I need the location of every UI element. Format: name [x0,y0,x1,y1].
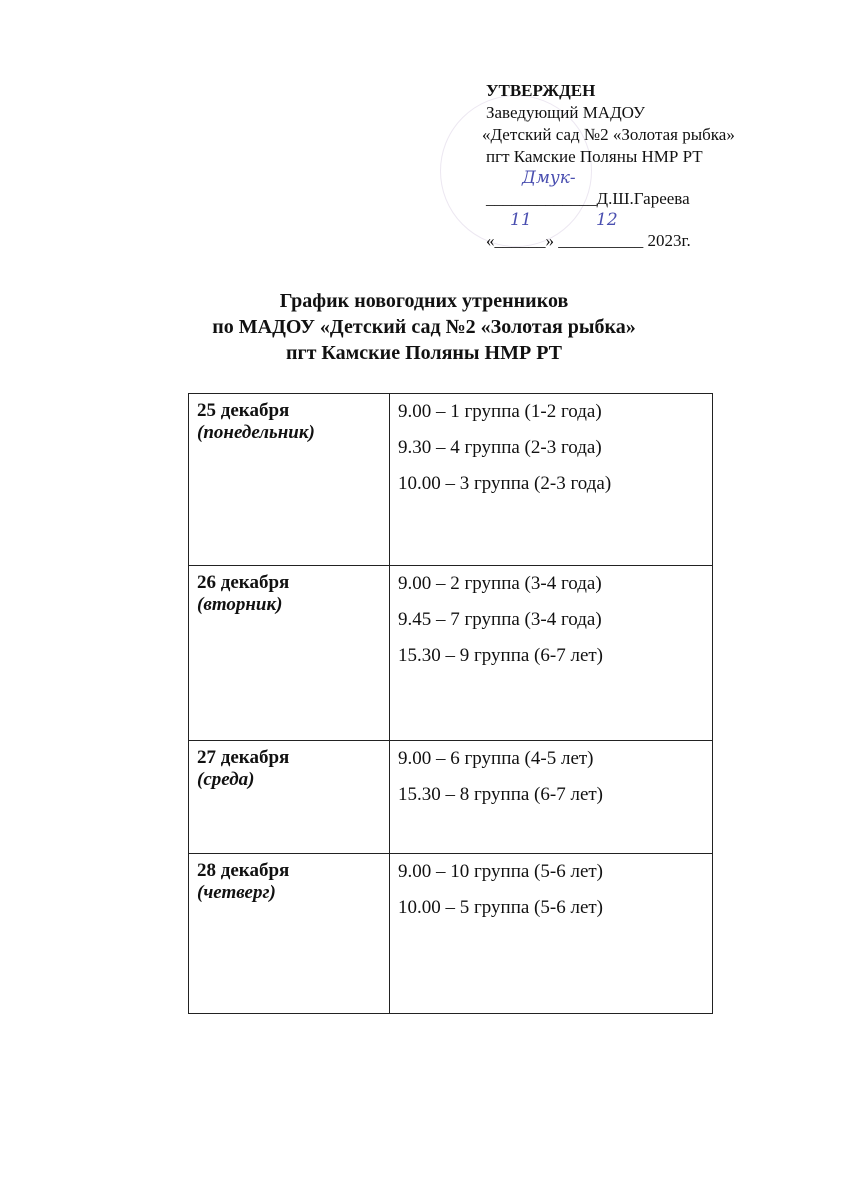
event: 9.00 – 2 группа (3-4 года) [398,573,602,594]
title-line: График новогодних утренников [279,290,569,312]
approval-line: пгт Камские Поляны НМР РТ [486,147,703,166]
event: 9.00 – 1 группа (1-2 года) [398,401,602,422]
event: 9.45 – 7 группа (3-4 года) [398,609,602,630]
date: 25 декабря [197,400,290,421]
schedule-table [188,393,713,1014]
event: 10.00 – 5 группа (5-6 лет) [398,897,604,918]
approval-line: Заведующий МАДОУ [486,103,646,122]
date: 27 декабря [197,747,290,768]
event: 9.00 – 10 группа (5-6 лет) [398,861,604,882]
handwritten-signature: Дмук- [522,168,576,188]
events-cell [390,394,713,566]
table-row [189,741,713,854]
table-row [189,394,713,566]
table-row [189,854,713,1014]
handwritten-date-row [486,210,735,230]
weekday: (понедельник) [197,422,315,443]
weekday: (среда) [197,769,255,790]
event: 9.30 – 4 группа (2-3 года) [398,437,602,458]
events-cell [390,854,713,1014]
event: 9.00 – 6 группа (4-5 лет) [398,748,594,769]
events-cell [390,741,713,854]
handwritten-day: 11 [510,210,532,230]
date: 26 декабря [197,572,290,593]
approval-title: УТВЕРЖДЕН [486,81,596,100]
event: 15.30 – 9 группа (6-7 лет) [398,645,604,666]
table-row [189,566,713,741]
date-cell [189,854,390,1014]
date-line: «______» __________ 2023г. [486,231,691,250]
event: 10.00 – 3 группа (2-3 года) [398,473,612,494]
document-title [0,288,848,366]
title-line: по МАДОУ «Детский сад №2 «Золотая рыбка» [212,316,636,338]
date-cell [189,741,390,854]
handwritten-month: 12 [596,210,618,230]
title-line: пгт Камские Поляны НМР РТ [285,342,562,364]
approval-block [482,80,735,252]
event: 15.30 – 8 группа (6-7 лет) [398,784,604,805]
signature-line: _____________Д.Ш.Гареева [486,189,690,208]
date: 28 декабря [197,860,290,881]
date-cell [189,394,390,566]
approval-line: «Детский сад №2 «Золотая рыбка» [482,125,735,144]
events-cell [390,566,713,741]
handwritten-signature-row [486,168,735,188]
date-cell [189,566,390,741]
weekday: (четверг) [197,882,276,903]
weekday: (вторник) [197,594,283,615]
